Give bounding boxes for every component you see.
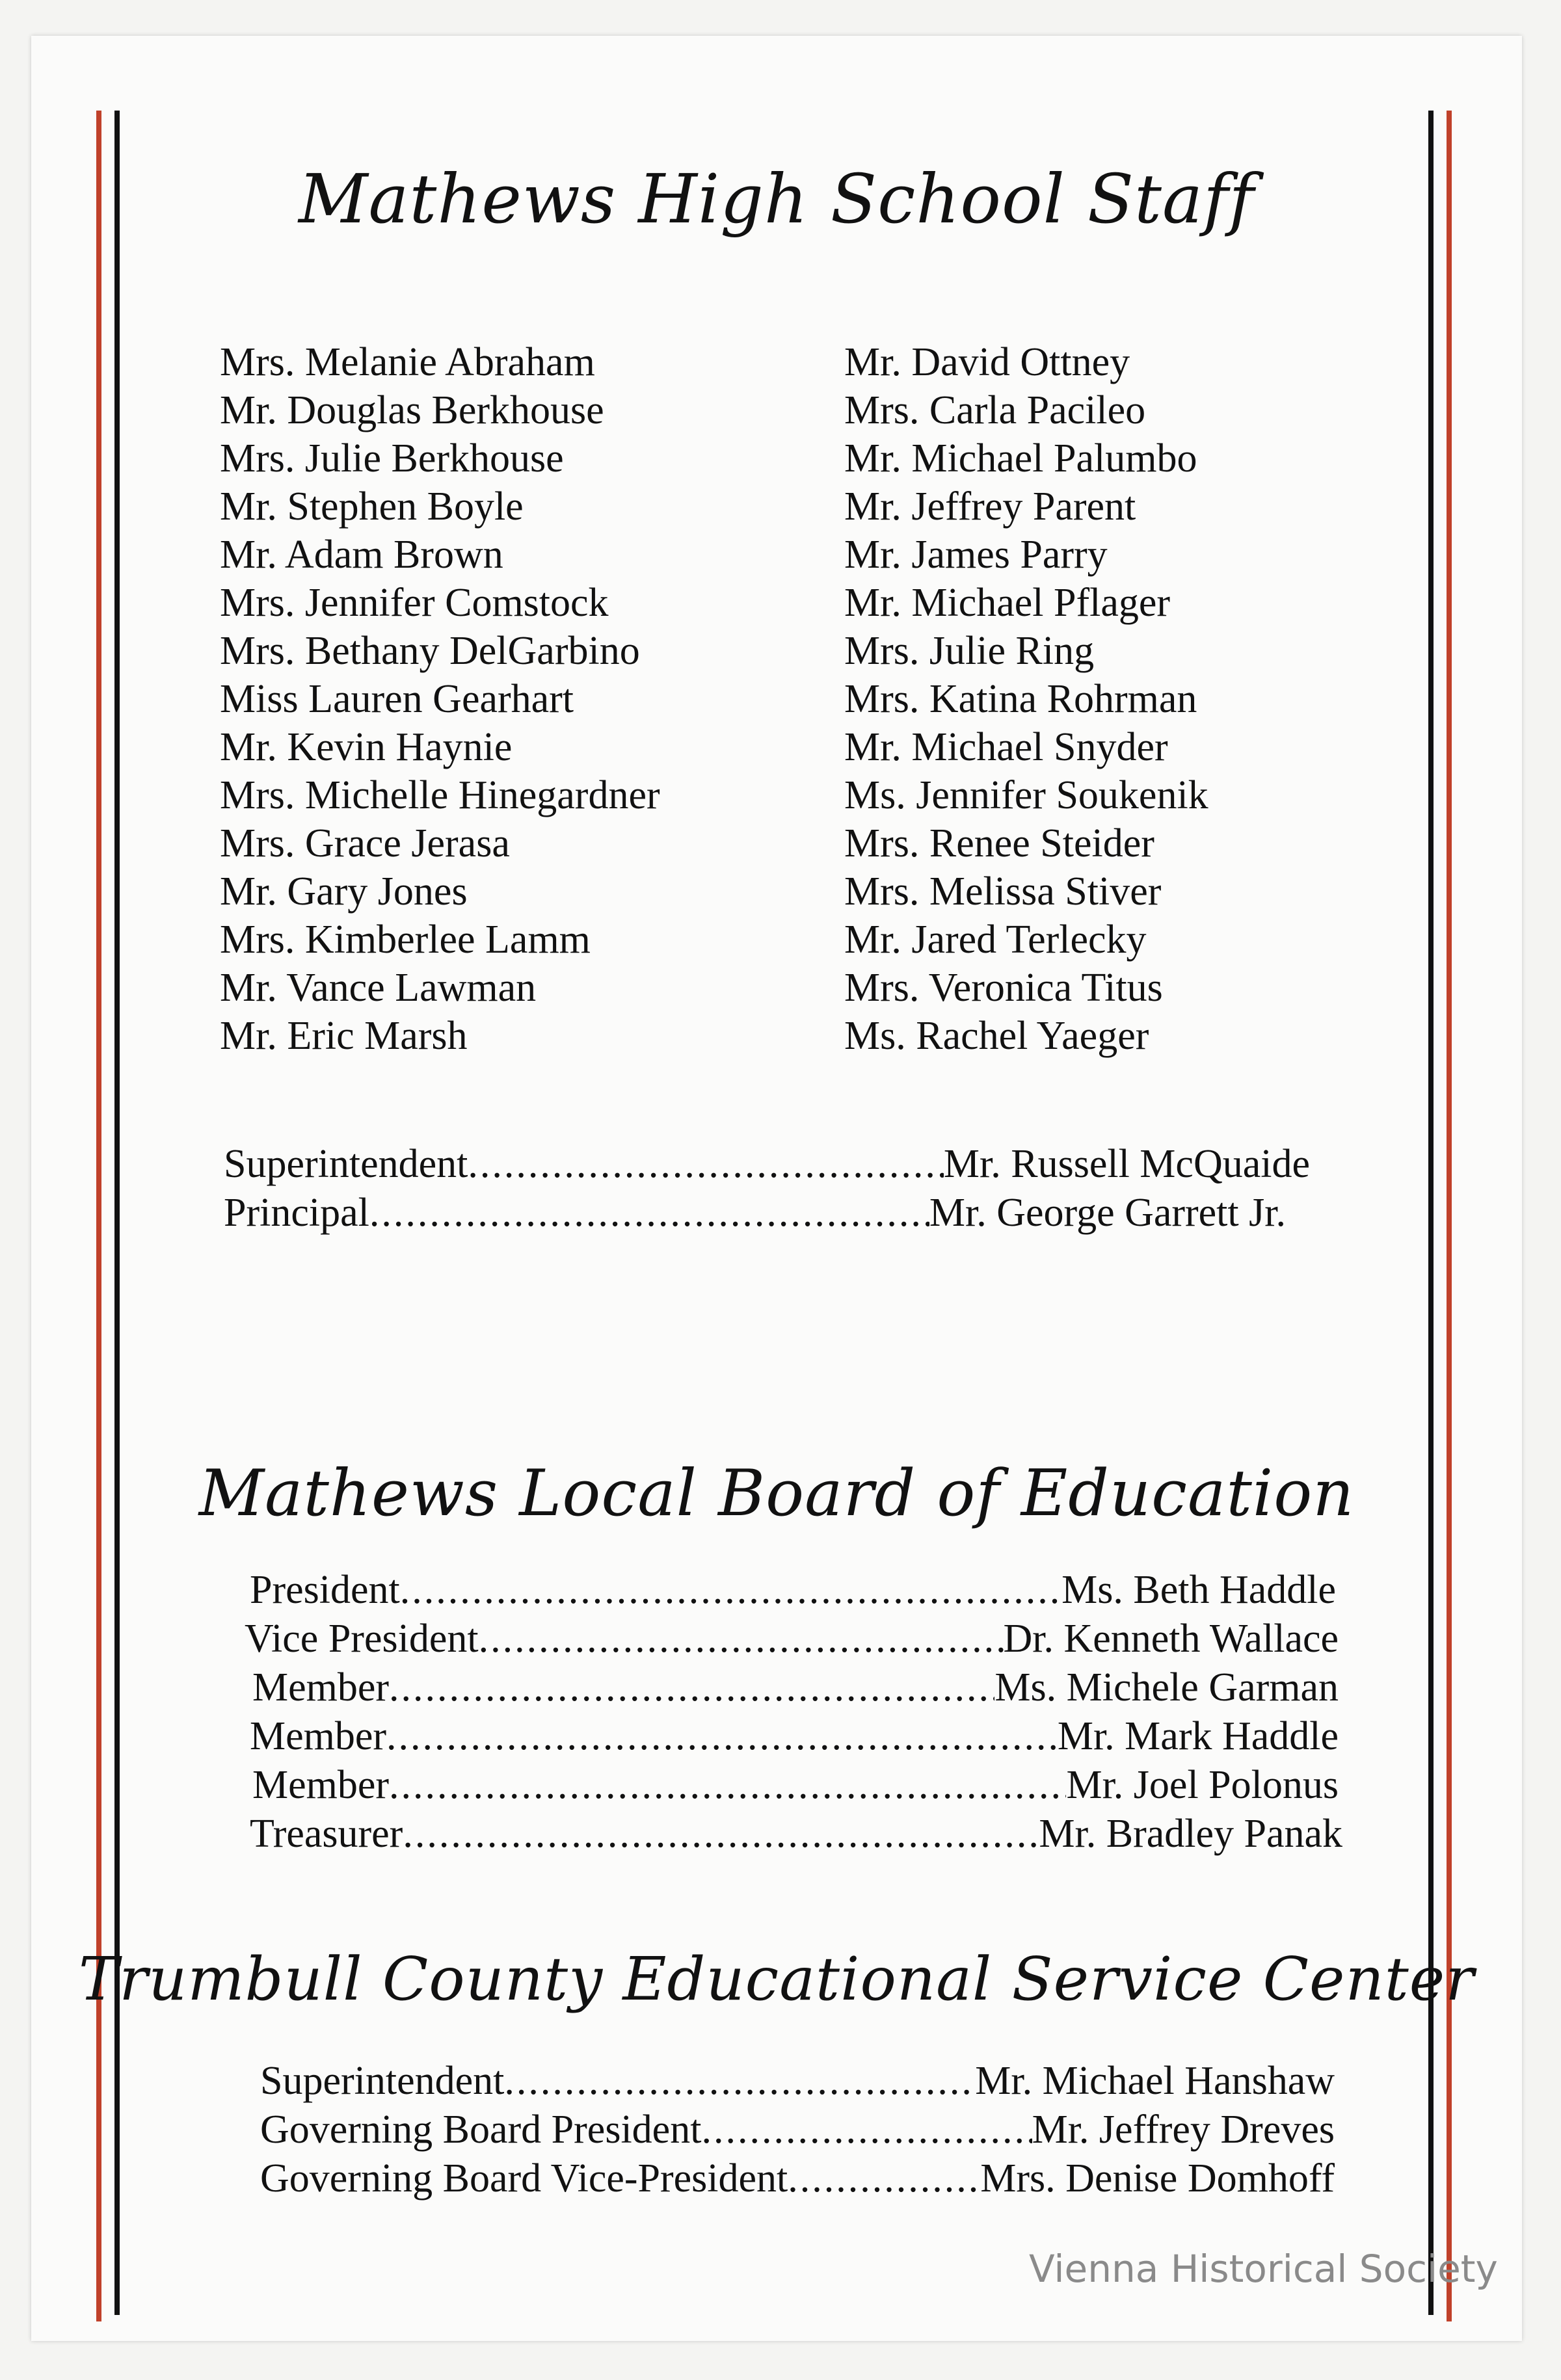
staff-member-name: Mrs. Grace Jerasa: [220, 821, 510, 866]
leader-dots: [701, 2107, 1032, 2153]
service-center-name: Mr. Michael Hanshaw: [975, 2059, 1335, 2103]
admin-row: [224, 1190, 1286, 1236]
staff-member-name: Mrs. Jennifer Comstock: [220, 581, 609, 625]
staff-member-name: Mrs. Michelle Hinegardner: [220, 773, 660, 817]
leader-dots: [400, 1567, 1061, 1613]
service-center-row: [260, 2156, 1335, 2202]
staff-left-column: [220, 338, 660, 1060]
leader-dots: [386, 1713, 1058, 1760]
leader-dots: [504, 2058, 975, 2104]
board-member-name: Mr. Bradley Panak: [1039, 1812, 1342, 1856]
board-role: Treasurer: [250, 1812, 403, 1856]
staff-member-name: Miss Lauren Gearhart: [220, 677, 574, 721]
board-row: [250, 1811, 1342, 1857]
service-center-row: [260, 2058, 1335, 2104]
staff-member-name: Mrs. Renee Steider: [844, 821, 1154, 866]
board-row: [252, 1665, 1339, 1711]
service-center-section-title: Trumbull County Educational Service Center: [78, 1944, 1475, 2014]
staff-member-name: Mr. Michael Snyder: [844, 725, 1168, 769]
leader-dots: [389, 1762, 1066, 1808]
leader-dots: [479, 1616, 1004, 1662]
board-row: [245, 1616, 1339, 1662]
leader-dots: [369, 1190, 929, 1236]
admin-role: Principal: [224, 1191, 369, 1235]
staff-member-name: Mr. Gary Jones: [220, 869, 468, 914]
staff-member-name: Mrs. Bethany DelGarbino: [220, 629, 640, 673]
board-row: [250, 1713, 1339, 1760]
staff-member-name: Mr. Jeffrey Parent: [844, 484, 1136, 529]
board-role: Member: [252, 1763, 390, 1807]
staff-member-name: Mrs. Melanie Abraham: [220, 340, 595, 384]
staff-member-name: Mr. Vance Lawman: [220, 966, 537, 1010]
board-role: Member: [250, 1714, 387, 1758]
service-center-role: Governing Board President: [260, 2108, 702, 2152]
board-member-name: Dr. Kenneth Wallace: [1003, 1617, 1339, 1661]
leader-dots: [788, 2156, 980, 2202]
staff-member-name: Mr. Adam Brown: [220, 533, 503, 577]
board-member-name: Ms. Beth Haddle: [1061, 1568, 1336, 1612]
staff-member-name: Mr. Michael Palumbo: [844, 436, 1197, 481]
staff-member-name: Mrs. Veronica Titus: [844, 966, 1163, 1010]
leader-dots: [389, 1665, 994, 1711]
board-member-name: Ms. Michele Garman: [994, 1665, 1339, 1710]
admin-name: Mr. Russell McQuaide: [943, 1142, 1310, 1186]
admin-role: Superintendent: [224, 1142, 468, 1186]
staff-member-name: Mrs. Kimberlee Lamm: [220, 918, 591, 962]
service-center-name: Mr. Jeffrey Dreves: [1032, 2108, 1335, 2152]
board-row: [250, 1567, 1336, 1613]
staff-member-name: Mrs. Carla Pacileo: [844, 388, 1146, 432]
board-row: [252, 1762, 1339, 1808]
staff-right-column: [844, 338, 1208, 1060]
leader-dots: [403, 1811, 1039, 1857]
service-center-row: [260, 2107, 1335, 2153]
staff-member-name: Mr. Kevin Haynie: [220, 725, 513, 769]
staff-member-name: Mr. Eric Marsh: [220, 1014, 468, 1058]
staff-member-name: Mrs. Julie Ring: [844, 629, 1095, 673]
staff-member-name: Mr. James Parry: [844, 533, 1108, 577]
staff-member-name: Mr. Michael Pflager: [844, 581, 1171, 625]
admin-name: Mr. George Garrett Jr.: [929, 1191, 1286, 1235]
staff-section-title: Mathews High School Staff: [299, 159, 1255, 239]
service-center-role: Superintendent: [260, 2059, 505, 2103]
staff-member-name: Mr. David Ottney: [844, 340, 1130, 384]
staff-member-name: Mr. Stephen Boyle: [220, 484, 524, 529]
board-role: President: [250, 1568, 400, 1612]
board-section-title: Mathews Local Board of Education: [198, 1457, 1355, 1531]
watermark: Vienna Historical Society: [1029, 2247, 1498, 2291]
staff-member-name: Ms. Jennifer Soukenik: [844, 773, 1208, 817]
board-role: Member: [252, 1665, 390, 1710]
staff-member-name: Mr. Jared Terlecky: [844, 918, 1147, 962]
admin-row: [224, 1141, 1310, 1187]
board-member-name: Mr. Mark Haddle: [1057, 1714, 1339, 1758]
staff-member-name: Mrs. Julie Berkhouse: [220, 436, 564, 481]
service-center-role: Governing Board Vice-President: [260, 2156, 788, 2201]
program-page: [31, 36, 1522, 2341]
staff-member-name: Mr. Douglas Berkhouse: [220, 388, 604, 432]
board-member-name: Mr. Joel Polonus: [1066, 1763, 1339, 1807]
service-center-name: Mrs. Denise Domhoff: [980, 2156, 1335, 2201]
staff-member-name: Ms. Rachel Yaeger: [844, 1014, 1149, 1058]
staff-member-name: Mrs. Katina Rohrman: [844, 677, 1197, 721]
board-role: Vice President: [245, 1617, 479, 1661]
leader-dots: [468, 1141, 944, 1187]
staff-member-name: Mrs. Melissa Stiver: [844, 869, 1162, 914]
